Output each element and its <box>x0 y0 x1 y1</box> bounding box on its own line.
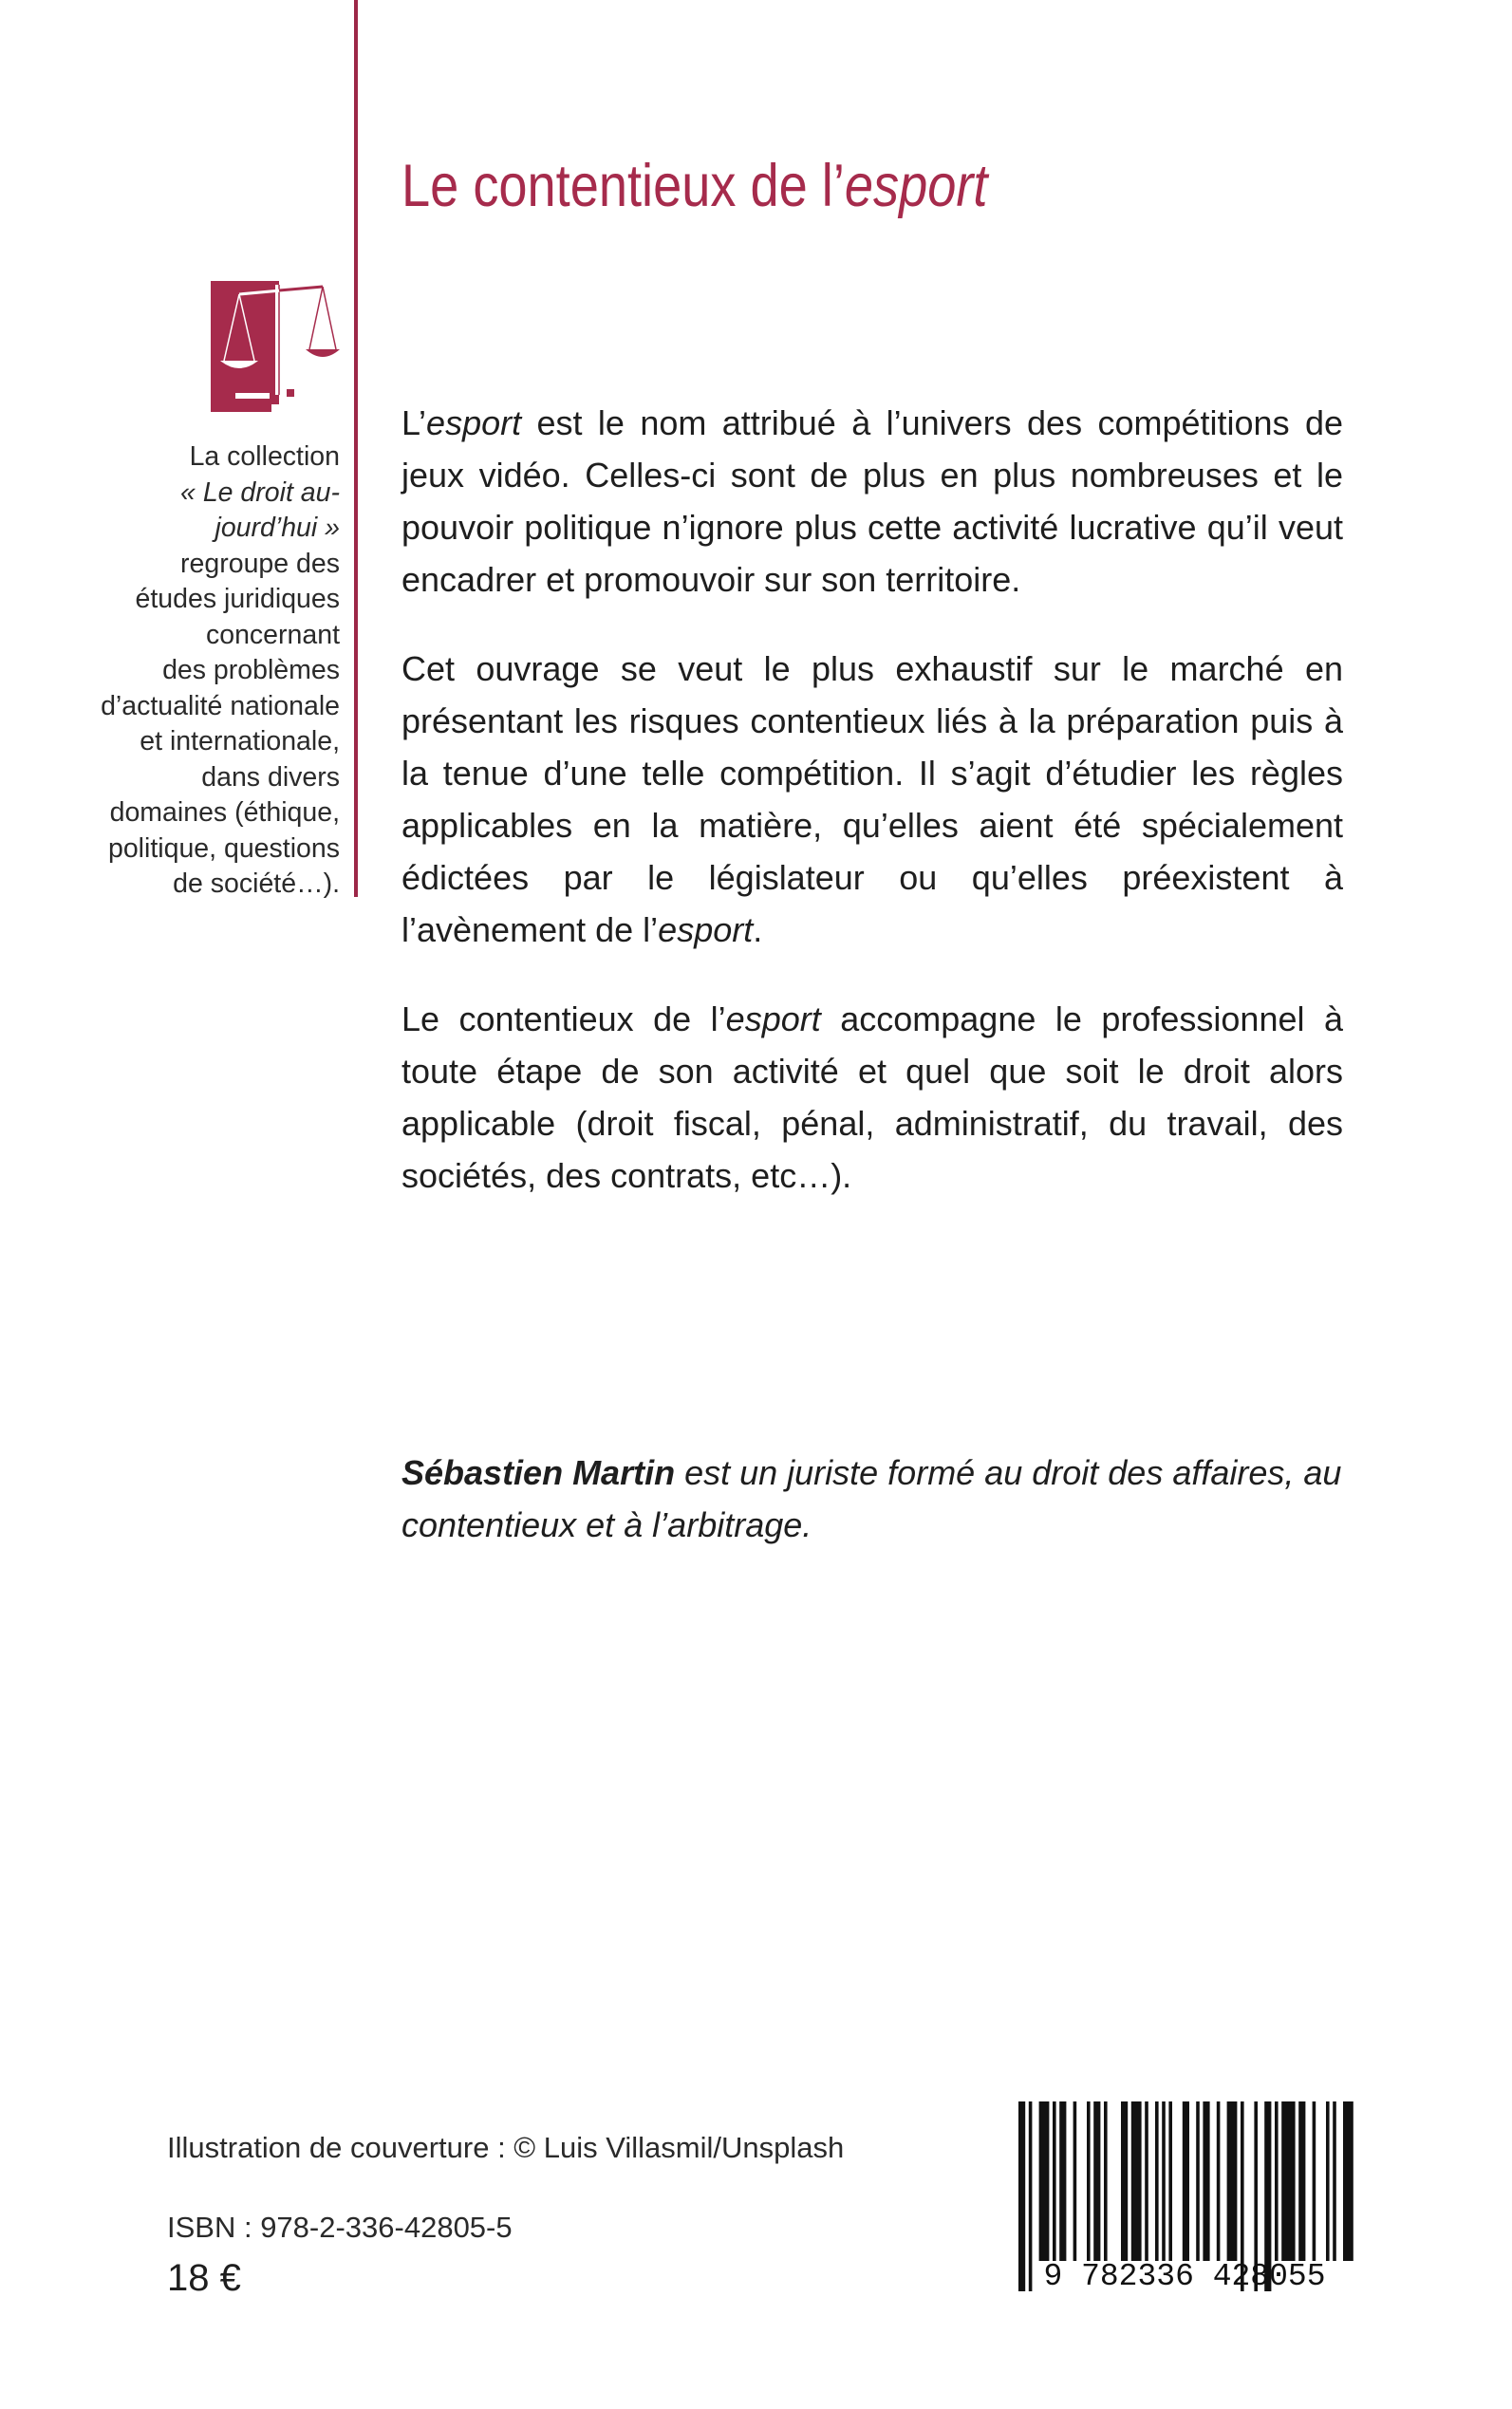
scales-of-justice-icon <box>211 281 345 412</box>
barcode-bar <box>1093 2101 1100 2261</box>
author-bio <box>401 1447 1370 1551</box>
author-name: Sébastien Martin <box>401 1453 676 1492</box>
barcode-bar <box>1196 2101 1200 2261</box>
sidebar-line <box>57 511 340 547</box>
barcode-bar <box>1059 2101 1066 2261</box>
sidebar-line: et internationale, <box>140 726 340 756</box>
title-main: Le contentieux de l’ <box>401 153 845 219</box>
price: 18 € <box>167 2257 241 2299</box>
barcode-bar <box>1131 2101 1142 2261</box>
text: est le nom attribué à l’univers des compétitions de jeux vidéo. Celles-ci sont de plus en plus nombreuses et le pouvoir politique n’ignore plus cette activité lucrative qu’il veut encadrer et promouvoir sur son territoire. <box>401 403 1343 599</box>
sidebar-line: domaines (éthique, <box>109 797 340 828</box>
barcode-bar <box>1298 2101 1305 2261</box>
barcode-bar <box>1313 2101 1316 2261</box>
paragraph-3 <box>401 993 1343 1202</box>
barcode-bar <box>1275 2101 1279 2261</box>
barcode-bar <box>1168 2101 1172 2261</box>
barcode-bar <box>1281 2101 1295 2261</box>
collection-name: « Le droit au- <box>180 476 340 508</box>
text: . <box>753 910 763 949</box>
collection-name-cont: jourd’hui » <box>215 513 340 543</box>
barcode-digits: 9 782336 428055 <box>1043 2259 1326 2294</box>
barcode-bar <box>1155 2101 1159 2261</box>
sidebar-line: La collection <box>189 441 340 472</box>
italic-term: esport <box>658 910 754 949</box>
text: Le contentieux de l’ <box>401 999 726 1038</box>
barcode-bar <box>1087 2101 1091 2261</box>
text: Cet ouvrage se veut le plus exhaustif sur le marché en présentant les risques contentieux liés à la préparation puis à la tenue d’une telle compétition. Il s’agit d’étudier les règles applicables en la matière, qu’elles aient été spécialement édictées par le législateur ou qu’elles préexistent à l’avènement de l’ <box>401 649 1343 949</box>
barcode-bar <box>1104 2101 1108 2261</box>
barcode-bar <box>1333 2101 1336 2261</box>
sidebar-line: des problèmes <box>162 655 340 685</box>
barcode-bar <box>1227 2101 1238 2261</box>
barcode-bar <box>1121 2101 1128 2261</box>
sidebar-line: dans divers <box>201 761 340 793</box>
barcode-bar <box>1145 2101 1148 2261</box>
italic-term: esport <box>426 403 522 442</box>
barcode-bar <box>1053 2101 1056 2261</box>
barcode-bar <box>1217 2101 1221 2261</box>
barcode-bar <box>1073 2101 1077 2261</box>
barcode-bar <box>1039 2101 1050 2261</box>
text: L’ <box>401 403 427 442</box>
barcode-bar <box>1203 2101 1209 2261</box>
collection-description <box>57 439 340 903</box>
paragraph-2 <box>401 643 1343 956</box>
barcode-bar <box>1343 2101 1353 2261</box>
author-bio-text: est un juriste formé au droit des affaires, au contentieux et à l’arbitrage. <box>401 1453 1342 1544</box>
sidebar-line: concernant <box>205 619 340 650</box>
sidebar-line: politique, questions <box>107 832 340 864</box>
italic-term: esport <box>725 999 821 1038</box>
title-italic: esport <box>844 153 988 219</box>
barcode-bar <box>1326 2101 1330 2261</box>
sidebar-line <box>57 476 340 512</box>
barcode-bar <box>1183 2101 1189 2261</box>
paragraph-1 <box>401 397 1343 606</box>
book-title <box>401 152 987 220</box>
cover-credit: Illustration de couverture : © Luis Villasmil/Unsplash <box>167 2131 845 2164</box>
sidebar-line: de société…). <box>173 868 340 899</box>
back-cover-blurb <box>401 397 1343 1239</box>
barcode-bar <box>1162 2101 1166 2261</box>
sidebar-line: études juridiques <box>135 584 340 614</box>
text: accompagne le professionnel à toute étape de son activité et quel que soit le droit alors applicable (droit fiscal, pénal, administratif, du travail, des sociétés, des contrats, etc…). <box>401 999 1343 1195</box>
isbn: ISBN : 978-2-336-42805-5 <box>167 2211 513 2244</box>
sidebar-line: d’actualité nationale <box>101 690 340 721</box>
sidebar-line: regroupe des <box>180 548 340 579</box>
vertical-divider-line <box>354 0 358 897</box>
